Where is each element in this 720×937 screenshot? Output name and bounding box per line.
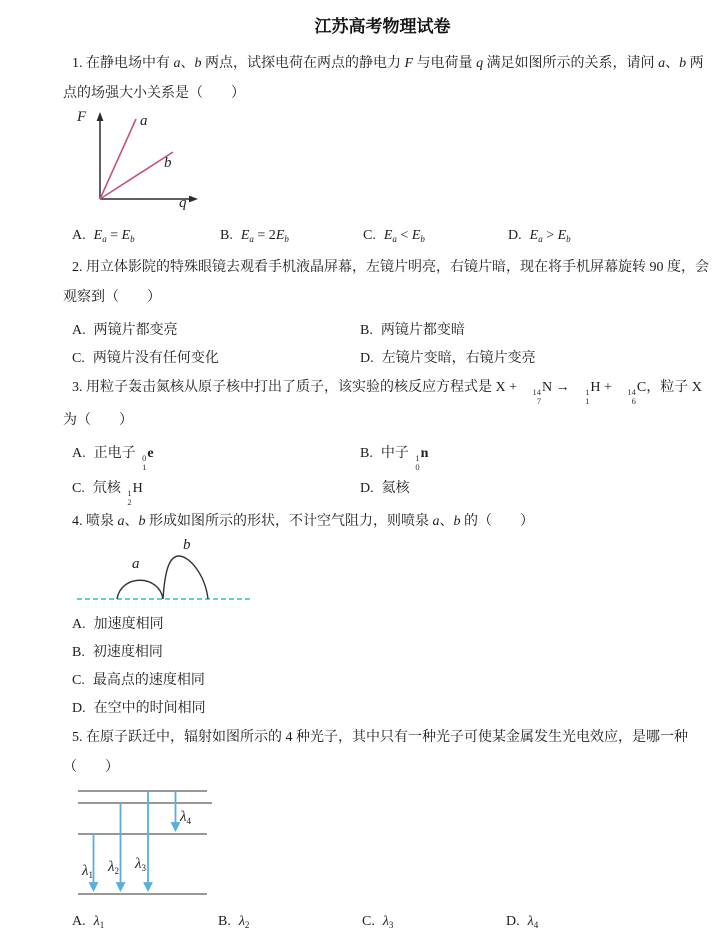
line-a-label: a: [140, 113, 148, 129]
q1-option-d: D. $E_a > E_b$: [508, 228, 571, 244]
fountain-diagram: [75, 536, 275, 605]
y-axis-label: F: [77, 109, 87, 125]
line-b-label: b: [164, 155, 172, 171]
q3-option-c: C. 氘核 1 2 H: [72, 480, 143, 507]
page-title: 江苏高考物理试卷: [314, 17, 451, 36]
q5-option-a: A. $\lambda_1$: [72, 913, 105, 930]
question-3-text: 3. 用粒子轰击氮核从原子核中打出了质子，该实验的核反应方程式是 X + 14 7 N → 1 1 H + 14 6 C，粒子 X 为（ ）: [63, 380, 702, 428]
question-4-text: 4. 喷泉 a、b 形成如图所示的形状，不计空气阻力，则喷泉 a、b 的（ ）: [72, 513, 534, 529]
q4-option-c: C. 最高点的速度相同: [72, 672, 205, 688]
q2-option-c: C. 两镜片没有任何变化: [72, 351, 219, 366]
question-3-options-row-2: [63, 472, 702, 507]
lambda-3-label: $\lambda_3$: [135, 855, 146, 873]
lambda-1-label: $\lambda_1$: [82, 862, 93, 880]
q1-option-a: A. $E_a = E_b$: [72, 228, 135, 244]
question-1-options: [63, 221, 702, 251]
q4-option-b: B. 初速度相同: [72, 644, 163, 660]
force-charge-graph: [63, 111, 213, 211]
question-5-options: [63, 907, 702, 937]
q4-option-d: D. 在空中的时间相同: [72, 700, 206, 716]
q3-option-d: D. 氦核: [360, 480, 410, 496]
q1-option-c: C. $E_a < E_b$: [363, 228, 425, 244]
q3-option-b: B. 中子 1 0 n: [360, 445, 429, 472]
x-axis-label: q: [179, 195, 187, 211]
q2-option-b: B. 两镜片都变暗: [360, 323, 465, 338]
lambda-2-label: $\lambda_2$: [108, 858, 119, 876]
question-2-options-row-1: [63, 317, 702, 345]
energy-levels-svg: [78, 785, 228, 903]
fountain-a-label: a: [132, 555, 140, 572]
q4-option-a: A. 加速度相同: [72, 616, 164, 632]
q5-option-b: B. $\lambda_2$: [218, 913, 250, 930]
q2-option-a: A. 两镜片都变亮: [72, 323, 178, 338]
question-1-text: 1. 在静电场中有 a、b 两点，试探电荷在两点的静电力 F 与电荷量 q 满足如图所示的关系，请问 a、b 两点的场强大小关系是（ ）: [63, 56, 704, 101]
energy-level-diagram: [78, 785, 228, 903]
q5-option-c: C. $\lambda_3$: [362, 913, 394, 930]
q5-option-d: D. $\lambda_4$: [506, 913, 539, 930]
question-2-text: 2. 用立体影院的特殊眼镜去观看手机液晶屏幕，左镜片明亮，右镜片暗，现在将手机屏幕旋转 90 度，会观察到（ ）: [63, 260, 709, 305]
fountain-svg: [75, 541, 275, 605]
q2-option-d: D. 左镜片变暗，右镜片变亮: [360, 351, 536, 366]
q3-option-a: A. 正电子 0 1 e: [72, 445, 154, 472]
question-3-options-row-1: [63, 436, 702, 472]
fountain-b-label: b: [183, 536, 191, 553]
question-5-text: 5. 在原子跃迁中，辐射如图所示的 4 种光子，其中只有一种光子可使某金属发生光电效应，是哪一种（ ）: [63, 729, 688, 775]
question-2-options-row-2: [63, 345, 702, 373]
lambda-4-label: $\lambda_4$: [180, 808, 191, 826]
q1-option-b: B. $E_a = 2E_b$: [220, 228, 289, 244]
graph-axes-svg: [63, 111, 213, 211]
